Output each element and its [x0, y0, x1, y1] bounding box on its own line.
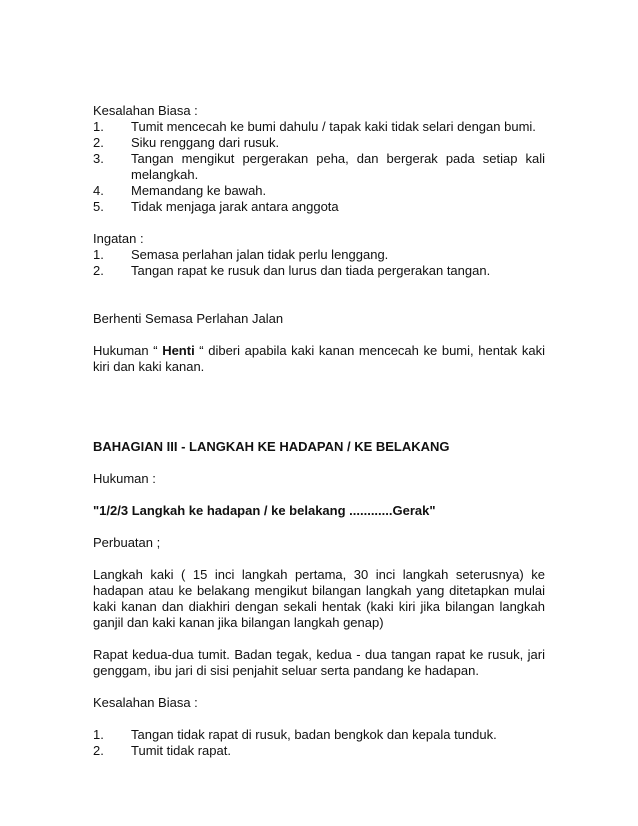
list-number: 2.	[93, 135, 104, 150]
perbuatan-paragraph-2: Rapat kedua-dua tumit. Badan tegak, kedua - dua tangan rapat ke rusuk, jari genggam, ibu jari di sisi penjahit seluar serta pandang ke hadapan.	[93, 647, 545, 678]
list-text: Tangan rapat ke rusuk dan lurus dan tiada pergerakan tangan.	[131, 263, 491, 278]
hukuman-henti-paragraph	[93, 343, 545, 375]
list-item	[93, 247, 545, 263]
list-text: Tangan mengikut pergerakan peha, dan bergerak pada setiap kali melangkah.	[131, 151, 545, 182]
kesalahan-biasa-heading: Kesalahan Biasa :	[93, 103, 198, 118]
list-item	[93, 151, 545, 183]
list-item	[93, 183, 545, 199]
kesalahan-biasa-list-2	[93, 727, 545, 759]
list-item	[93, 727, 545, 743]
paragraph-text: Hukuman “	[93, 343, 163, 358]
list-number: 1.	[93, 119, 104, 134]
list-text: Tidak menjaga jarak antara anggota	[131, 199, 339, 214]
paragraph-text: “ diberi apabila kaki kanan mencecah ke bumi, hentak kaki kiri dan kaki kanan.	[93, 343, 545, 374]
ingatan-list	[93, 247, 545, 279]
ingatan-heading: Ingatan :	[93, 231, 144, 246]
list-text: Siku renggang dari rusuk.	[131, 135, 280, 150]
list-text: Tumit tidak rapat.	[131, 743, 231, 758]
bahagian-iii-title: BAHAGIAN III - LANGKAH KE HADAPAN / KE BELAKANG	[93, 439, 450, 454]
list-number: 4.	[93, 183, 104, 198]
kesalahan-biasa-list	[93, 119, 545, 215]
list-number: 2.	[93, 263, 104, 278]
document-content	[93, 103, 545, 759]
hukuman-label: Hukuman :	[93, 471, 156, 486]
command-text: "1/2/3 Langkah ke hadapan / ke belakang ............Gerak"	[93, 503, 436, 518]
berhenti-heading: Berhenti Semasa Perlahan Jalan	[93, 311, 284, 326]
list-item	[93, 119, 545, 135]
list-number: 2.	[93, 743, 104, 758]
list-text: Semasa perlahan jalan tidak perlu lenggang.	[131, 247, 389, 262]
list-number: 3.	[93, 151, 104, 166]
list-item	[93, 743, 545, 759]
list-text: Tumit mencecah ke bumi dahulu / tapak kaki tidak selari dengan bumi.	[131, 119, 536, 134]
list-item	[93, 135, 545, 151]
section-title	[93, 439, 545, 455]
command-line	[93, 503, 545, 519]
list-number: 1.	[93, 727, 104, 742]
list-item	[93, 199, 545, 215]
kesalahan-biasa-heading-2: Kesalahan Biasa :	[93, 695, 198, 710]
list-text: Memandang ke bawah.	[131, 183, 267, 198]
perbuatan-label: Perbuatan ;	[93, 535, 161, 550]
list-text: Tangan tidak rapat di rusuk, badan bengkok dan kepala tunduk.	[131, 727, 497, 742]
perbuatan-paragraph-1: Langkah kaki ( 15 inci langkah pertama, 30 inci langkah seterusnya) ke hadapan atau ke belakang mengikut bilangan langkah yang ditetapkan mulai kaki kanan dan diakhiri dengan sekali hentak (kaki kiri jika bilangan langkah ganjil dan kaki kanan jika bilangan langkah genap)	[93, 567, 545, 630]
list-number: 5.	[93, 199, 104, 214]
list-number: 1.	[93, 247, 104, 262]
list-item	[93, 263, 545, 279]
henti-command: Henti	[162, 343, 195, 358]
